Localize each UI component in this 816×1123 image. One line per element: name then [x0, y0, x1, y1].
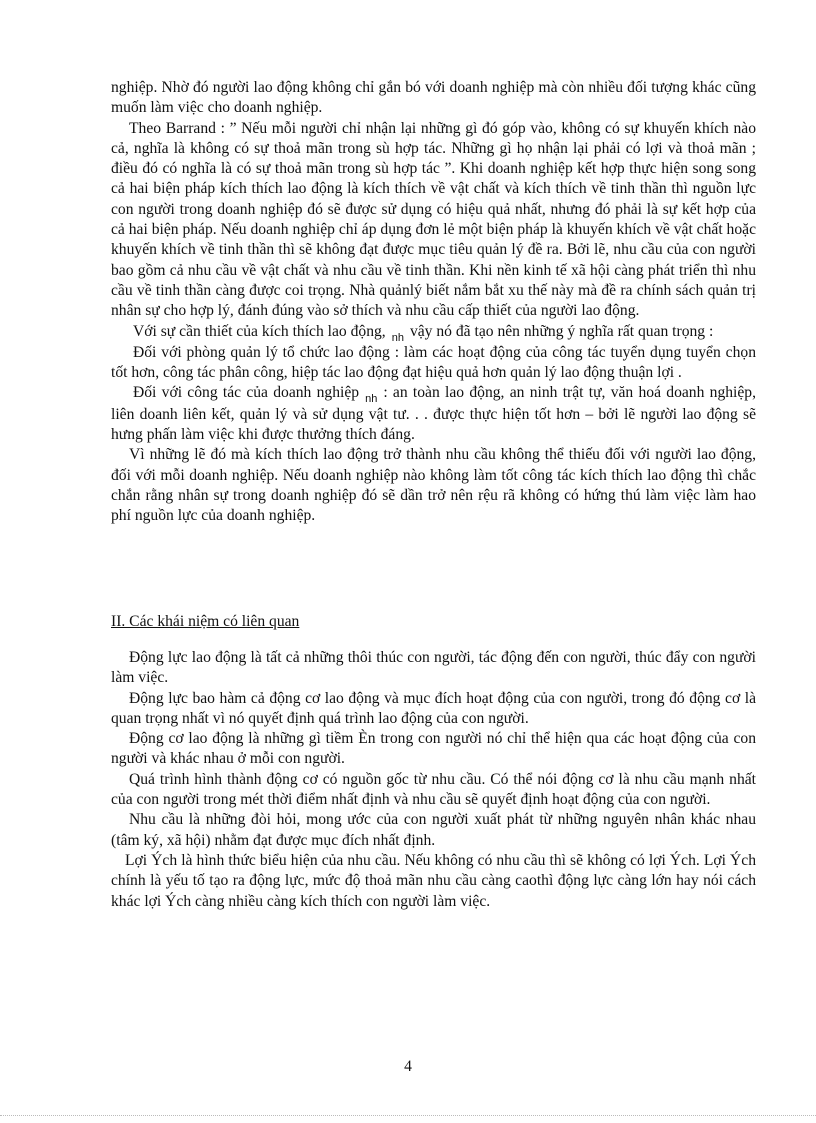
- paragraph-enterprise-end: : an toàn lao động, an ninh trật tự, văn hoá doanh nghiệp, liên doanh liên kết, quản lý và sử dụng vật tư. . . được thực hiện tốt hơn – bởi lẽ người lao động sẽ hưng phấn làm việc khi được thưởng thích đáng.: [111, 384, 756, 444]
- paragraph-hr-department: Đối với phòng quản lý tổ chức lao động : làm các hoạt động của công tác tuyển dụng tuyển chọn tốt hơn, công tác phân công, hiệp tác lao động đạt hiệu quả hơn quản lý lao động thuận lợi .: [111, 343, 756, 382]
- section-one-body: [111, 78, 756, 527]
- paragraph-motive-formation: Quá trình hình thành động cơ có nguồn gốc từ nhu cầu. Có thể nói động cơ là nhu cầu mạnh nhất của con người trong mét thời điểm nhất định và nhu cầu sẽ quyết định hoạt động của con người.: [111, 770, 756, 809]
- paragraph-continuation: nghiệp. Nhờ đó người lao động không chỉ gắn bó với doanh nghiệp mà còn nhiều đối tượng khác cũng muốn làm việc cho doanh nghiệp.: [111, 79, 756, 117]
- paragraph-importance-end: vậy nó đã tạo nên những ý nghĩa rất quan trọng :: [409, 322, 714, 340]
- paragraph-enterprise-start: Đối với công tác của doanh nghiệp: [133, 384, 360, 402]
- subscript-nh: nh: [365, 393, 378, 406]
- paragraph-barrand-quote: Theo Barrand : ” Nếu mỗi người chỉ nhận lại những gì đó góp vào, không có sự khuyến khích nào cả, nghĩa là không có sự thoả mãn trong sù hợp tác. Những gì họ nhận lại phải có lợi và thoả mãn ; điều đó có nghĩa là có sự thoả mãn trong sù hợp tác ”. Khi doanh nghiệp kết hợp thực hiện song song cả hai biện pháp kích thích lao động là kích thích về vật chất và kích thích về tinh thần thì nguồn lực con người trong doanh nghiệp đó sẽ được sử dụng có hiệu quả nhất, nhưng đó phải là sự kết hợp của cả hai biện pháp. Nếu doanh nghiệp chỉ áp dụng đơn lẻ một biện pháp là khuyến khích về vật chất hoặc khuyến khích về tinh thần thì sẽ không đạt được mục tiêu quản lý đề ra. Bởi lẽ, nhu cầu của con người bao gồm cả nhu cầu về vật chất và nhu cầu về tinh thần. Khi nền kinh tế xã hội càng phát triển thì nhu cầu về tinh thần càng được coi trọng. Nhà quảnlý biết nắm bắt xu thế này mà đề ra chính sách quản trị nhân sự cho hợp lý, đánh đúng vào sở thích và nhu cầu cấp thiết của người lao động.: [111, 119, 756, 320]
- section-heading-block: [111, 612, 756, 632]
- paragraph-needs: Nhu cầu là những đòi hỏi, mong ước của con người xuất phát từ những nguyên nhân khác nhau (tâm ký, xã hội) nhằm đạt được mục đích nhất định.: [111, 811, 756, 849]
- paragraph-importance-start: Với sự cần thiết của kích thích lao động,: [133, 322, 386, 340]
- paragraph-motivation-scope: Động lực bao hàm cả động cơ lao động và mục đích hoạt động của con người, trong đó động cơ là quan trọng nhất vì nó quyết định quá trình lao động của con người.: [111, 689, 756, 727]
- page-bottom-divider: [0, 1115, 816, 1116]
- paragraph-benefits: Lợi Ých là hình thức biểu hiện của nhu cầu. Nếu không có nhu cầu thì sẽ không có lợi Ých. Lợi Ých chính là yếu tố tạo ra động lực, mức độ thoả mãn nhu cầu càng caothì động lực càng lớn hay nói cách khác lợi Ých càng nhiều càng kích thích con người làm việc.: [111, 851, 756, 910]
- subscript-nh: nh: [391, 331, 404, 344]
- section-heading: II. Các khái niệm có liên quan: [111, 613, 300, 630]
- paragraph-importance: [111, 322, 756, 343]
- paragraph-work-motive: Động cơ lao động là những gì tiềm Èn trong con người nó chỉ thể hiện qua các hoạt động của con người và khác nhau ở mỗi con người.: [111, 730, 756, 768]
- page-number: 4: [404, 1058, 412, 1075]
- paragraph-motivation-definition: Động lực lao động là tất cả những thôi thúc con người, tác động đến con người, thúc đẩy con người làm việc.: [111, 649, 756, 687]
- paragraph-conclusion: Vì những lẽ đó mà kích thích lao động trở thành nhu cầu không thể thiếu đối với người lao động, đối với mỗi doanh nghiệp. Nếu doanh nghiệp nào không làm tốt công tác kích thích lao động thì chắc chắn rằng nhân sự trong doanh nghiệp đó sẽ dần trở nên rệu rã không có hứng thú làm việc làm hao phí nguồn lực của doanh nghiệp.: [111, 446, 756, 525]
- section-two-body: [111, 648, 756, 912]
- paragraph-enterprise-work: [111, 383, 756, 445]
